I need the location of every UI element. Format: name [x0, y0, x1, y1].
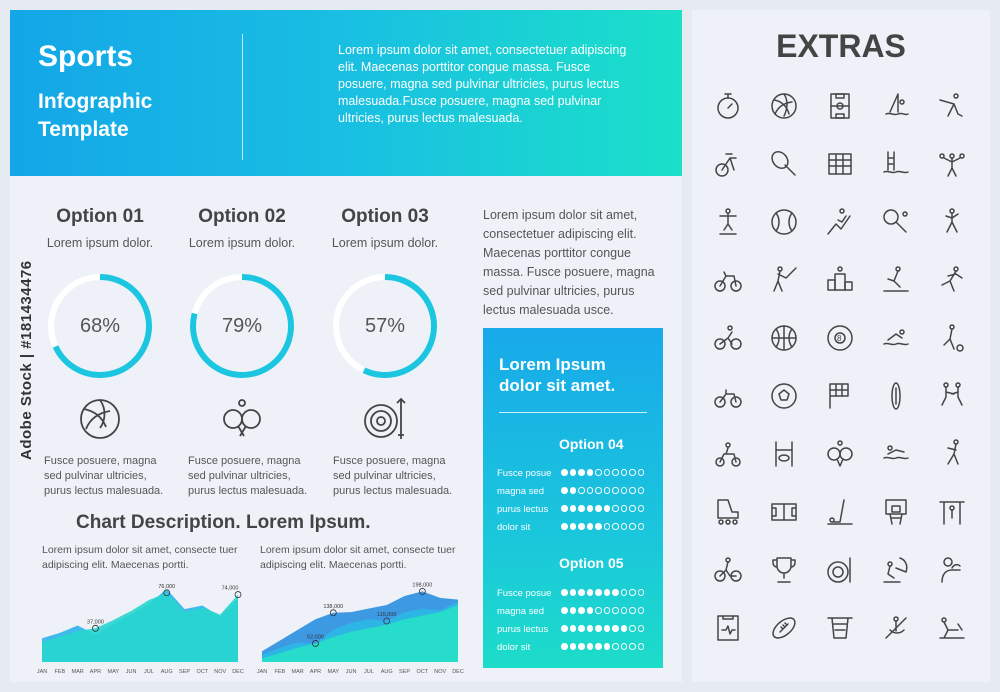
x-tick-label: FEB: [274, 669, 286, 675]
rating-dot: [570, 523, 577, 530]
rating-dot: [638, 523, 645, 530]
rating-dot: [561, 607, 568, 614]
rating-dot: [629, 643, 636, 650]
archery-target-icon: [361, 395, 409, 443]
x-tick-label: APR: [309, 669, 322, 675]
rating-dot: [561, 469, 568, 476]
x-tick-label: DEC: [232, 669, 244, 675]
x-tick-label: APR: [89, 669, 102, 675]
rating-dot: [629, 523, 636, 530]
watermark: Adobe Stock | #181434476: [18, 260, 35, 460]
data-label: 138,000: [323, 603, 344, 610]
option-title: Option 01: [56, 206, 144, 227]
data-label: 52,000: [307, 634, 324, 641]
rating-dot: [561, 589, 568, 596]
rating-label: magna sed: [497, 486, 545, 497]
rating-dot: [595, 487, 602, 494]
x-tick-label: MAR: [71, 669, 84, 675]
extras-title: EXTRAS: [776, 28, 906, 64]
volleyball-icon: [768, 90, 800, 122]
rating-dot: [638, 643, 645, 650]
cheerleader-icon: [936, 148, 968, 180]
x-tick-label: JAN: [36, 669, 48, 675]
karate-icon: [936, 380, 968, 412]
bicycle-icon: [712, 264, 744, 296]
donut-label: 79%: [221, 315, 263, 337]
rating-dot: [561, 625, 568, 632]
rating-dot: [587, 469, 594, 476]
rating-dot: [629, 505, 636, 512]
extras-panel: [692, 10, 990, 682]
ping-pong-icon: [824, 438, 856, 470]
area-series-front: [42, 593, 238, 662]
rating-dot: [629, 469, 636, 476]
option-title: Option 02: [198, 206, 286, 227]
rating-dot: [587, 607, 594, 614]
rating-dot: [638, 589, 645, 596]
x-tick-label: FEB: [54, 669, 66, 675]
exercise-bike-icon: [712, 148, 744, 180]
rating-dot: [621, 589, 628, 596]
x-tick-label: JUN: [345, 669, 357, 675]
header-divider: [242, 34, 243, 160]
stopwatch-icon: [712, 90, 744, 122]
soccer-field-icon: [824, 90, 856, 122]
rating-dot: [604, 643, 611, 650]
rating-dot: [638, 625, 645, 632]
option-03: [325, 206, 465, 250]
rating-dot: [629, 625, 636, 632]
option-01: [40, 206, 180, 250]
ping-pong-icon: [218, 395, 266, 443]
donut-label: 57%: [364, 315, 406, 337]
rating-dot: [612, 607, 619, 614]
rating-dot: [612, 643, 619, 650]
option-03-description: Fusce posuere, magna sed pulvinar ultricies, purus lectus malesuada.: [333, 455, 453, 497]
rating-dot: [561, 487, 568, 494]
rating-row: [497, 486, 657, 498]
chart-2-description: Lorem ipsum dolor sit amet, consecte tuer adipiscing elit. Maecenas portti.: [260, 544, 456, 571]
rating-dot: [578, 643, 585, 650]
option-02-description: Fusce posuere, magna sed pulvinar ultricies, purus lectus malesuada.: [188, 455, 308, 497]
soccer-player-icon: [936, 322, 968, 354]
side-box-title: Lorem Ipsum dolor sit amet.: [499, 355, 616, 395]
rating-dot: [604, 625, 611, 632]
tennis-ball-icon: [768, 206, 800, 238]
rating-dot: [604, 505, 611, 512]
rating-dot: [629, 589, 636, 596]
option-04-title: Option 04: [559, 436, 624, 452]
x-tick-label: JAN: [256, 669, 268, 675]
donut-label: 68%: [79, 315, 121, 337]
checkered-flag-icon: [824, 380, 856, 412]
rating-dot: [578, 607, 585, 614]
basketball-net-icon: [824, 612, 856, 644]
rating-dot: [604, 589, 611, 596]
rating-dot: [604, 523, 611, 530]
x-tick-label: JUL: [364, 669, 374, 675]
football-field-icon: [768, 496, 800, 528]
header-paragraph: Lorem ipsum dolor sit amet, consectetuer adipiscing elit. Maecenas porttitor congue massa. Fusce posuere, magna sed pulvinar ultricies, purus lectus malesuada.Fusce posuere, magna sed pulvinar ultricies, purus lectus malesuada.: [338, 43, 627, 125]
basketball-icon: [768, 322, 800, 354]
rating-dot: [621, 607, 628, 614]
rating-dot: [638, 607, 645, 614]
rating-dot: [638, 487, 645, 494]
fencing-icon: [768, 264, 800, 296]
podium-icon: [824, 264, 856, 296]
rating-dot: [621, 469, 628, 476]
rating-dot: [621, 625, 628, 632]
x-tick-label: MAR: [291, 669, 304, 675]
volleyball-icon: [76, 395, 124, 443]
rating-row: [497, 624, 657, 636]
surfboard-icon: [880, 380, 912, 412]
rating-dot: [612, 487, 619, 494]
option-subtitle: Lorem ipsum dolor.: [46, 236, 154, 250]
rating-dot: [612, 505, 619, 512]
rating-dot: [595, 607, 602, 614]
rating-dot: [578, 625, 585, 632]
rating-dot: [612, 589, 619, 596]
rating-dots: [561, 505, 644, 512]
kayaking-icon: [880, 612, 912, 644]
rating-row: [497, 606, 657, 618]
option-01-description: Fusce posuere, magna sed pulvinar ultricies, purus lectus malesuada.: [44, 455, 164, 497]
data-label: 76,000: [158, 583, 176, 590]
right-paragraph: Lorem ipsum dolor sit amet, consectetuer adipiscing elit. Maecenas porttitor congue massa. Fusce posuere, magna sed pulvinar ultricies, purus lectus malesuada usce.: [483, 208, 655, 317]
quad-bike-icon: [712, 438, 744, 470]
rating-label: magna sed: [497, 606, 545, 617]
rating-dot: [612, 523, 619, 530]
cycling-icon: [712, 322, 744, 354]
rating-row: [497, 522, 657, 534]
rating-dots: [561, 487, 644, 494]
main-panel: [10, 10, 682, 682]
x-tick-label: NOV: [434, 669, 447, 675]
x-tick-label: OCT: [416, 669, 429, 675]
rating-dot: [570, 643, 577, 650]
rating-dot: [621, 487, 628, 494]
rating-row: [497, 468, 657, 480]
rating-dots: [561, 589, 644, 596]
running-icon: [936, 264, 968, 296]
rating-dot: [595, 523, 602, 530]
side-box: [483, 328, 663, 668]
option-05-title: Option 05: [559, 555, 624, 571]
rating-dot: [578, 589, 585, 596]
rating-dot: [570, 487, 577, 494]
rowing-machine-icon: [936, 612, 968, 644]
gymnastics-icon: [936, 90, 968, 122]
rating-dot: [561, 523, 568, 530]
rating-dot: [561, 505, 568, 512]
rating-dot: [638, 505, 645, 512]
donut-chart-03: [331, 272, 439, 380]
pullup-bar-icon: [936, 496, 968, 528]
rating-dots: [561, 607, 644, 614]
donut-chart-02: [188, 272, 296, 380]
option-title: Option 03: [341, 206, 429, 227]
rating-dots: [561, 523, 644, 530]
rating-label: dolor sit: [497, 522, 531, 533]
donut-chart-01: [46, 272, 154, 380]
rating-dot: [604, 469, 611, 476]
x-tick-label: AUG: [160, 669, 173, 675]
rating-dot: [629, 487, 636, 494]
data-label: 115,000: [376, 612, 397, 618]
data-label: 74,000: [221, 585, 239, 592]
rating-dot: [578, 487, 585, 494]
rating-dot: [595, 625, 602, 632]
rating-row: [497, 588, 657, 600]
rating-dot: [578, 523, 585, 530]
rating-dot: [587, 487, 594, 494]
side-box-divider: [499, 412, 647, 413]
archery-icon: [824, 554, 856, 586]
figure-skating-icon: [936, 206, 968, 238]
rating-dot: [587, 625, 594, 632]
golf-club-icon: [824, 496, 856, 528]
rating-dot: [570, 469, 577, 476]
badminton-icon: [880, 206, 912, 238]
data-label: 37,000: [87, 619, 104, 626]
rating-dot: [612, 625, 619, 632]
medical-checkup-icon: [712, 612, 744, 644]
rating-label: dolor sit: [497, 642, 531, 653]
x-tick-label: JUN: [125, 669, 137, 675]
rating-dot: [570, 607, 577, 614]
rating-dot: [604, 487, 611, 494]
rating-dot: [595, 505, 602, 512]
rating-dot: [595, 589, 602, 596]
bodybuilding-icon: [936, 554, 968, 586]
rating-dot: [587, 523, 594, 530]
rating-dot: [570, 625, 577, 632]
swimmer-icon: [880, 438, 912, 470]
rating-dot: [578, 469, 585, 476]
cyclist-icon: [712, 554, 744, 586]
rating-dot: [621, 643, 628, 650]
rating-dot: [595, 643, 602, 650]
pool-ladder-icon: [880, 148, 912, 180]
rating-label: Fusce posue: [497, 468, 552, 479]
x-tick-label: NOV: [214, 669, 227, 675]
chart-1-description: Lorem ipsum dolor sit amet, consecte tuer adipiscing elit. Maecenas portti.: [42, 544, 238, 571]
rating-dot: [604, 607, 611, 614]
rating-dot: [587, 643, 594, 650]
x-tick-label: AUG: [380, 669, 393, 675]
x-tick-label: DEC: [452, 669, 464, 675]
page-subtitle: Infographic Template: [38, 90, 153, 141]
surfing-icon: [880, 264, 912, 296]
roller-skate-icon: [712, 496, 744, 528]
rating-dot: [612, 469, 619, 476]
x-tick-label: OCT: [196, 669, 209, 675]
rugby-ball-icon: [768, 612, 800, 644]
area-chart-1: [36, 576, 244, 676]
rating-dot: [587, 589, 594, 596]
rating-dots: [561, 625, 644, 632]
swimming-icon: [880, 322, 912, 354]
rating-dot: [587, 505, 594, 512]
billiard-ball-icon: [824, 322, 856, 354]
tennis-racket-icon: [768, 148, 800, 180]
x-tick-label: JUL: [144, 669, 154, 675]
golfer-icon: [936, 438, 968, 470]
area-chart-2: [256, 576, 464, 676]
data-label: 198,000: [412, 582, 433, 589]
rating-dot: [638, 469, 645, 476]
rating-dot: [595, 469, 602, 476]
goal-post-icon: [768, 438, 800, 470]
rating-dot: [621, 505, 628, 512]
goal-net-icon: [824, 148, 856, 180]
windsurfing-icon: [880, 90, 912, 122]
rating-dot: [629, 607, 636, 614]
rating-row: [497, 504, 657, 516]
option-02: [182, 206, 322, 250]
rating-row: [497, 642, 657, 654]
mountain-climbing-icon: [824, 206, 856, 238]
option-subtitle: Lorem ipsum dolor.: [188, 236, 296, 250]
page-title: Sports: [38, 40, 134, 73]
rating-dot: [621, 523, 628, 530]
skateboarding-icon: [712, 206, 744, 238]
soccer-ball-icon: [768, 380, 800, 412]
trophy-icon: [768, 554, 800, 586]
x-tick-label: SEP: [399, 669, 411, 675]
rating-dot: [570, 589, 577, 596]
x-tick-label: MAY: [107, 669, 120, 675]
rating-dot: [570, 505, 577, 512]
bicycle-icon: [712, 380, 744, 412]
rating-label: Fusce posue: [497, 588, 552, 599]
rating-dot: [578, 505, 585, 512]
rating-dot: [561, 643, 568, 650]
x-tick-label: SEP: [179, 669, 191, 675]
x-tick-label: MAY: [327, 669, 340, 675]
kitesurfing-icon: [880, 554, 912, 586]
basketball-hoop-icon: [880, 496, 912, 528]
rating-dots: [561, 469, 644, 476]
option-subtitle: Lorem ipsum dolor.: [331, 236, 439, 250]
rating-label: purus lectus: [497, 624, 549, 635]
header-banner: [10, 10, 682, 176]
rating-dots: [561, 643, 644, 650]
rating-label: purus lectus: [497, 504, 549, 515]
chart-section-title: Chart Description. Lorem Ipsum.: [76, 512, 371, 533]
svg-text:8: 8: [837, 334, 842, 343]
